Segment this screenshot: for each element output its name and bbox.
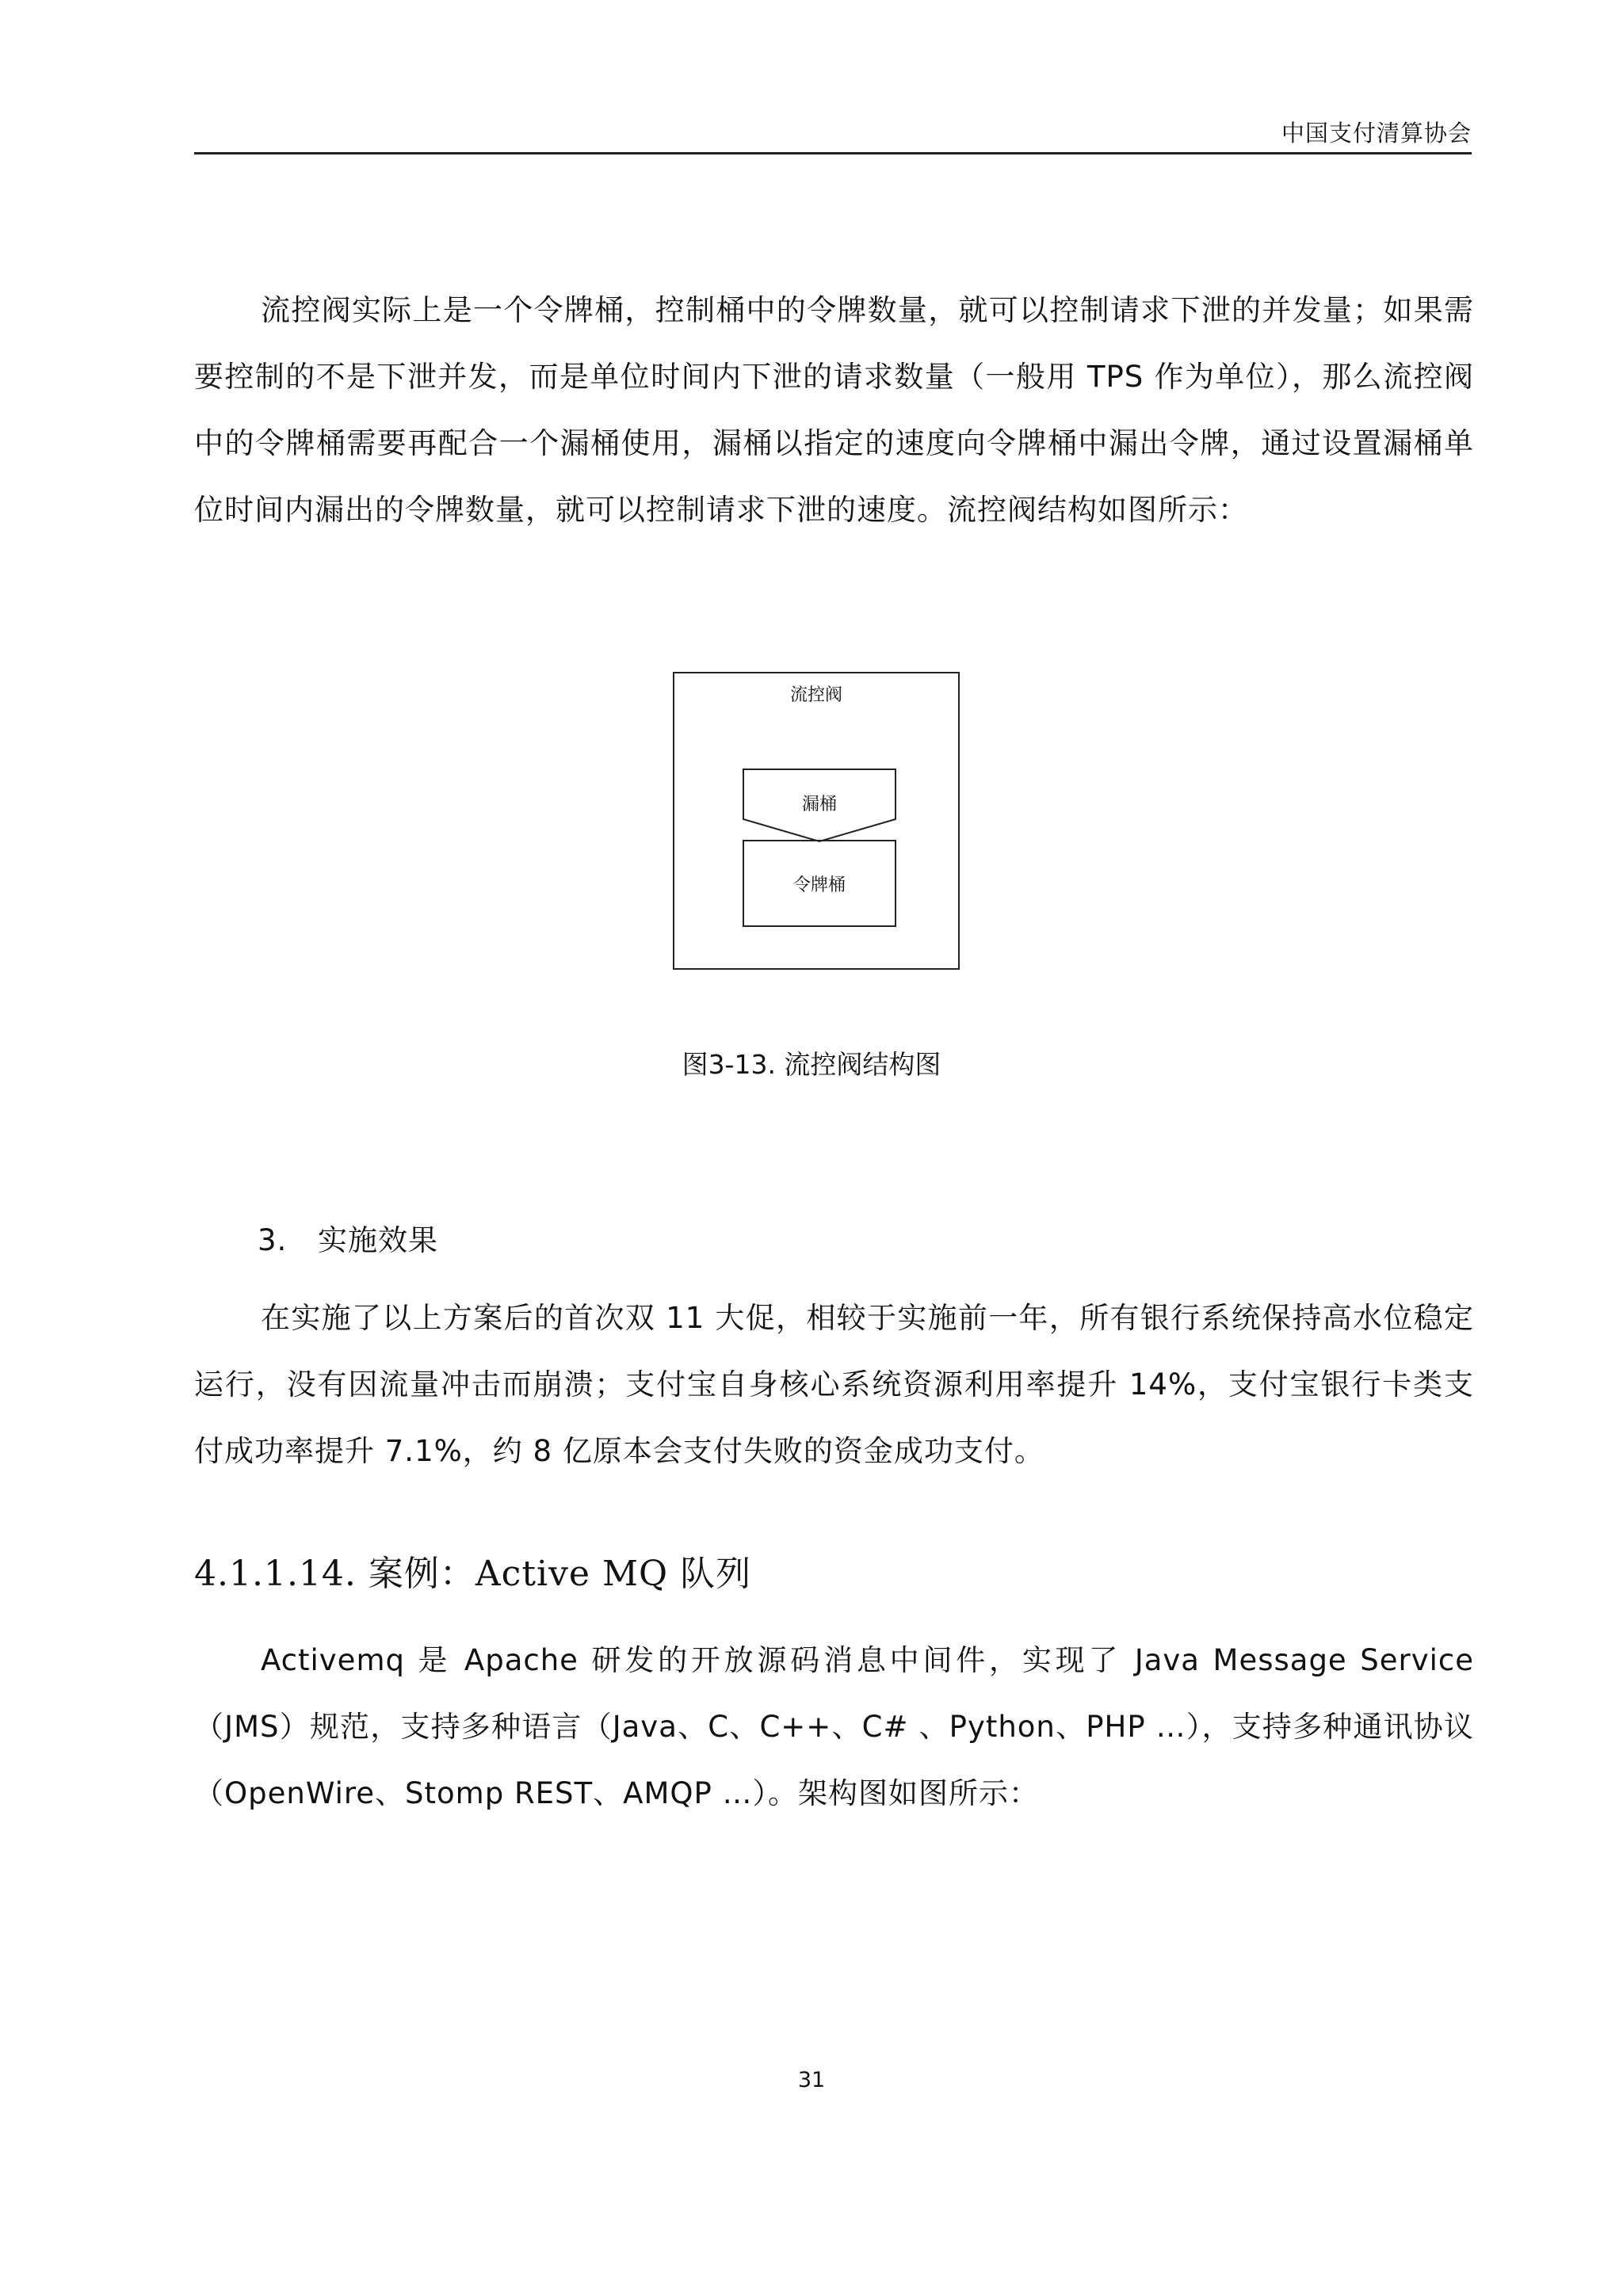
section-title: 实施效果 — [318, 1223, 438, 1257]
diagram-funnel-label: 漏桶 — [801, 795, 837, 814]
flow-valve-diagram — [673, 672, 960, 970]
diagram-token-label: 令牌桶 — [792, 875, 846, 895]
page-header — [194, 111, 1472, 154]
case-heading: 4.1.1.14. 案例：Active MQ 队列 — [194, 1554, 752, 1594]
section-number: 3. — [258, 1223, 288, 1257]
figure-caption: 图3-13. 流控阀结构图 — [682, 1049, 941, 1080]
header-org-name: 中国支付清算协会 — [1281, 120, 1472, 147]
token-bucket-box — [743, 840, 896, 927]
paragraph-activemq: Activemq 是 Apache 研发的开放源码消息中间件，实现了 Java Message Service（JMS）规范，支持多种语言（Java、C、C++、C# 、Python、PHP …），支持多种通讯协议（OpenWire、Stomp REST、AMQP …）。架构图如图所示： — [194, 1643, 1474, 1810]
section-heading — [258, 1216, 438, 1259]
paragraph-results: 在实施了以上方案后的首次双 11 大促，相较于实施前一年，所有银行系统保持高水位稳定运行，没有因流量冲击而崩溃；支付宝自身核心系统资源利用率提升 14%，支付宝银行卡类支付成功率提升 7.1%，约 8 亿原本会支付失败的资金成功支付。 — [194, 1301, 1474, 1468]
page-number: 31 — [797, 2068, 826, 2092]
paragraph-flow-valve: 流控阀实际上是一个令牌桶，控制桶中的令牌数量，就可以控制请求下泄的并发量；如果需要控制的不是下泄并发，而是单位时间内下泄的请求数量（一般用 TPS 作为单位），那么流控阀中的令牌桶需要再配合一个漏桶使用，漏桶以指定的速度向令牌桶中漏出令牌，通过设置漏桶单位时间内漏出的令牌数量，就可以控制请求下泄的速度。流控阀结构如图所示： — [194, 293, 1474, 527]
diagram-outer-label: 流控阀 — [789, 685, 842, 705]
